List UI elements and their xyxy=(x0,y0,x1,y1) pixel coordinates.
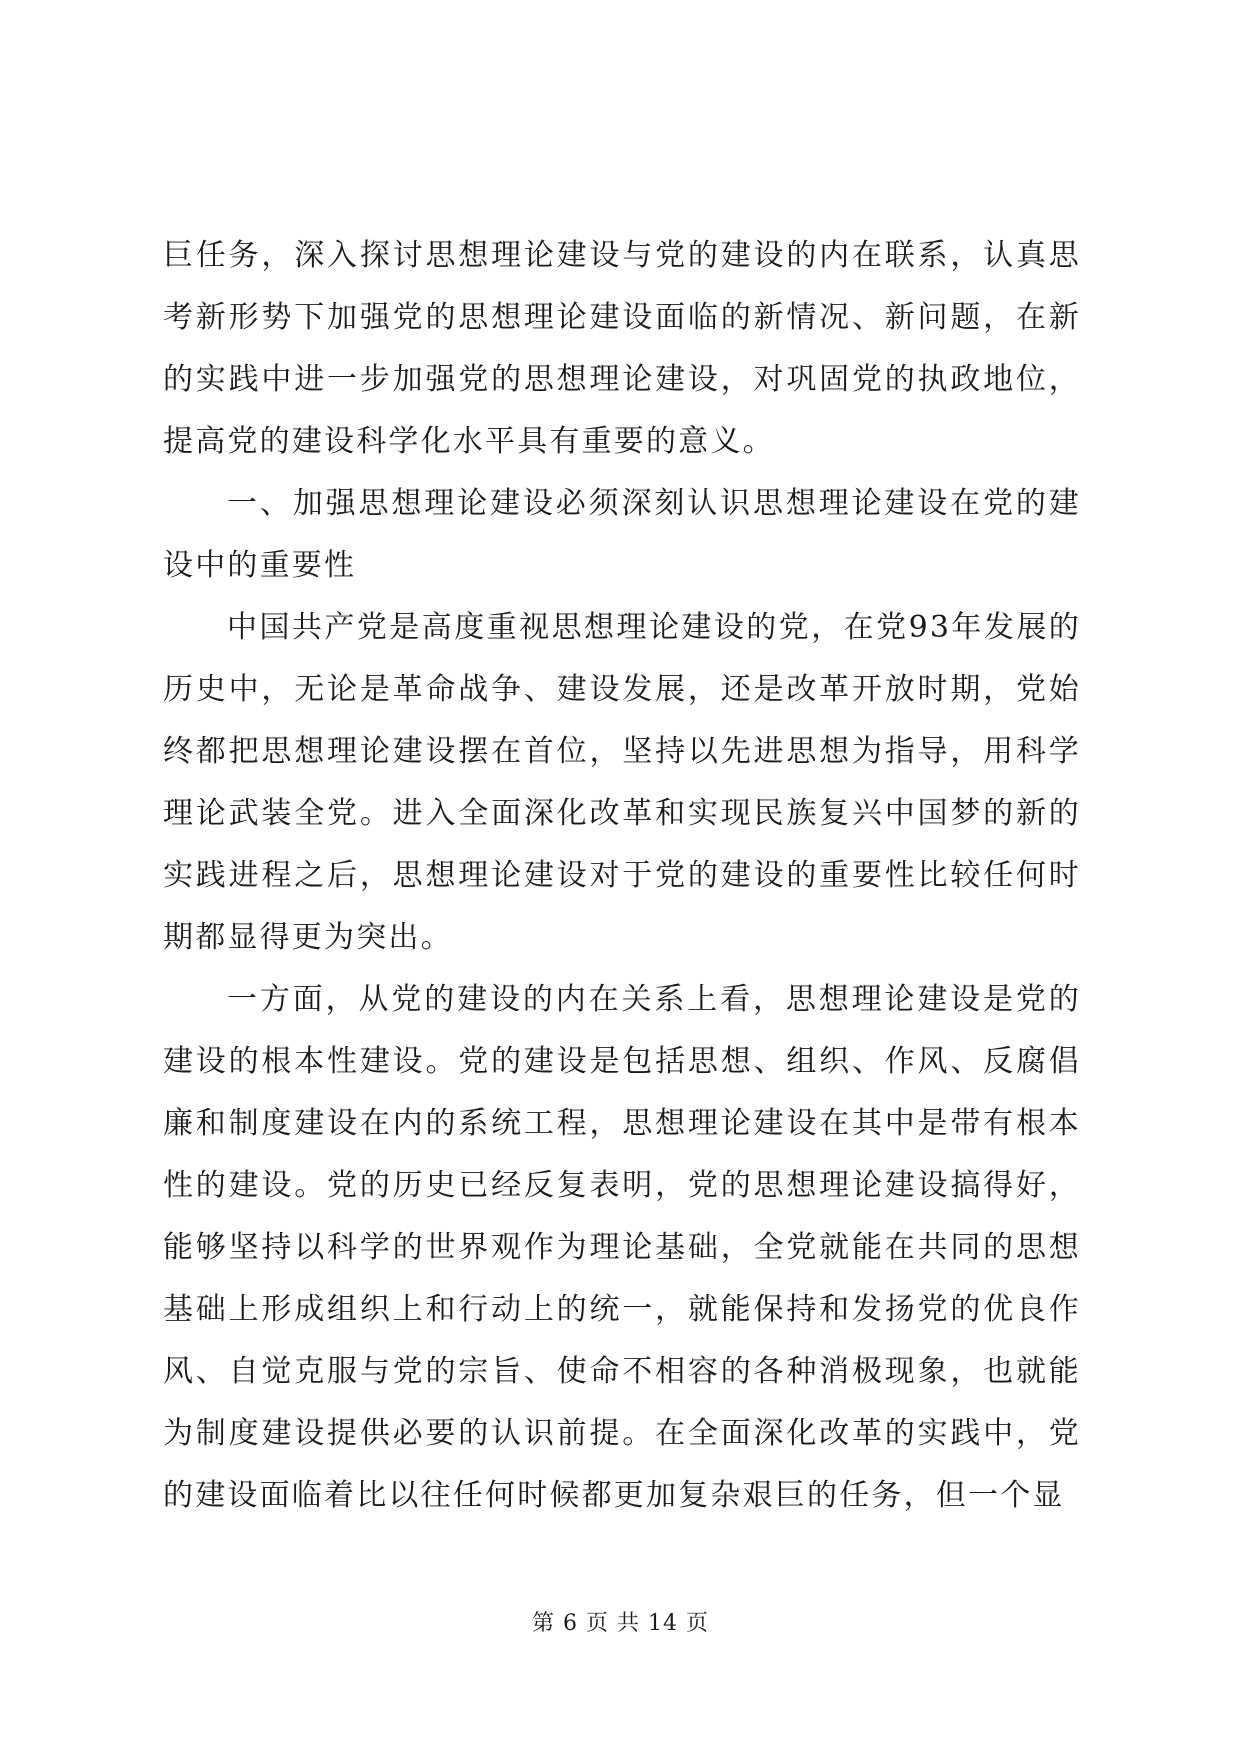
paragraph: 一方面，从党的建设的内在关系上看，思想理论建设是党的建设的根本性建设。党的建设是包括思想、组织、作风、反腐倡廉和制度建设在内的系统工程，思想理论建设在其中是带有根本性的建设。党的历史已经反复表明，党的思想理论建设搞得好，能够坚持以科学的世界观作为理论基础，全党就能在共同的思想基础上形成组织上和行动上的统一，就能保持和发扬党的优良作风、自觉克服与党的宗旨、使命不相容的各种消极现象，也就能为制度建设提供必要的认识前提。在全面深化改革的实践中，党的建设面临着比以往任何时候都更加复杂艰巨的任务，但一个显 xyxy=(163,982,1081,1513)
paragraph: 中国共产党是高度重视思想理论建设的党，在党93年发展的历史中，无论是革命战争、建设发展，还是改革开放时期，党始终都把思想理论建设摆在首位，坚持以先进思想为指导，用科学理论武装全党。进入全面深化改革和实现民族复兴中国梦的新的实践进程之后，思想理论建设对于党的建设的重要性比较任何时期都显得更为突出。 xyxy=(163,610,1081,955)
paragraph-continuation: 巨任务，深入探讨思想理论建设与党的建设的内在联系，认真思考新形势下加强党的思想理论建设面临的新情况、新问题，在新的实践中进一步加强党的思想理论建设，对巩固党的执政地位，提高党的建设科学化水平具有重要的意义。 xyxy=(163,238,1081,459)
section-heading: 一、加强思想理论建设必须深刻认识思想理论建设在党的建设中的重要性 xyxy=(163,486,1081,583)
document-body xyxy=(163,225,1081,1527)
page-number-footer: 第 6 页 共 14 页 xyxy=(532,1611,709,1636)
